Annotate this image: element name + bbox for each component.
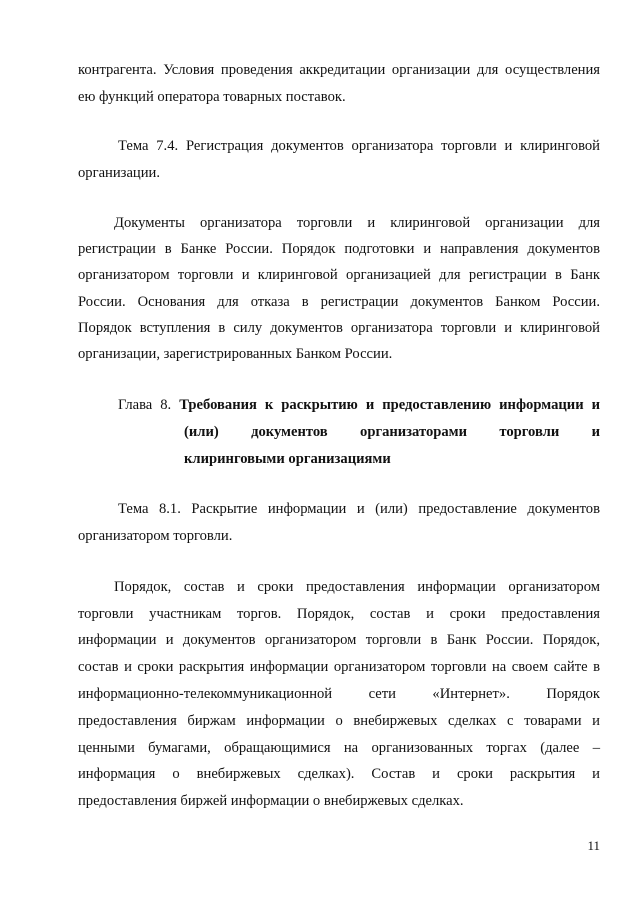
chapter-8-title-part-3: клиринговыми организациями (184, 451, 391, 467)
chapter-8-title-part-1: Требования к раскрытию и предоставлению информации и (179, 397, 601, 413)
para-7-4-line-3: организатором торговли и клиринговой организацией для регистрации в Банк (78, 267, 600, 283)
para-7-4-line-5: Порядок вступления в силу документов организатора торговли и клиринговой (78, 320, 600, 336)
theme-8-1-line-1: Тема 8.1. Раскрытие информации и (или) предоставление документов (118, 501, 600, 517)
para-8-1-line-6: предоставления биржам информации о внебиржевых сделках с товарами и (78, 713, 600, 729)
theme-7-4-line-2: организации. (78, 165, 160, 181)
para-7-4-line-2: регистрации в Банке России. Порядок подготовки и направления документов (78, 241, 600, 257)
para-8-1-line-9: предоставления биржей информации о внебиржевых сделках. (78, 793, 464, 809)
theme-7-4-line-1: Тема 7.4. Регистрация документов организатора торговли и клиринговой (118, 138, 600, 154)
chapter-8-heading-line-1 (118, 396, 600, 414)
para-7-4-line-4: России. Основания для отказа в регистрации документов Банком России. (78, 294, 600, 310)
para-8-1-line-8: информация о внебиржевых сделках). Состав и сроки раскрытия и (78, 766, 600, 782)
page-number: 11 (587, 838, 600, 853)
intro-line-2: ею функций оператора товарных поставок. (78, 89, 346, 105)
chapter-8-title-part-2: (или) документов организаторами торговли и (184, 424, 600, 440)
para-8-1-line-2: торговли участникам торгов. Порядок, состав и сроки предоставления (78, 606, 600, 622)
para-8-1-line-4: состав и сроки раскрытия информации организатором торговли на своем сайте в (78, 659, 600, 675)
para-7-4-line-1: Документы организатора торговли и клиринговой организации для (114, 215, 600, 231)
para-8-1-line-5: информационно-телекоммуникационной сети «Интернет». Порядок (78, 686, 600, 702)
para-8-1-line-7: ценными бумагами, обращающимися на организованных торгах (далее – (78, 740, 600, 756)
para-7-4-line-6: организации, зарегистрированных Банком России. (78, 346, 393, 362)
para-8-1-line-1: Порядок, состав и сроки предоставления информации организатором (114, 579, 600, 595)
chapter-8-prefix: Глава 8. (118, 397, 172, 413)
para-8-1-line-3: информации и документов организатором торговли в Банк России. Порядок, (78, 632, 600, 648)
intro-line-1: контрагента. Условия проведения аккредитации организации для осуществления (78, 62, 600, 78)
theme-8-1-line-2: организатором торговли. (78, 528, 233, 544)
